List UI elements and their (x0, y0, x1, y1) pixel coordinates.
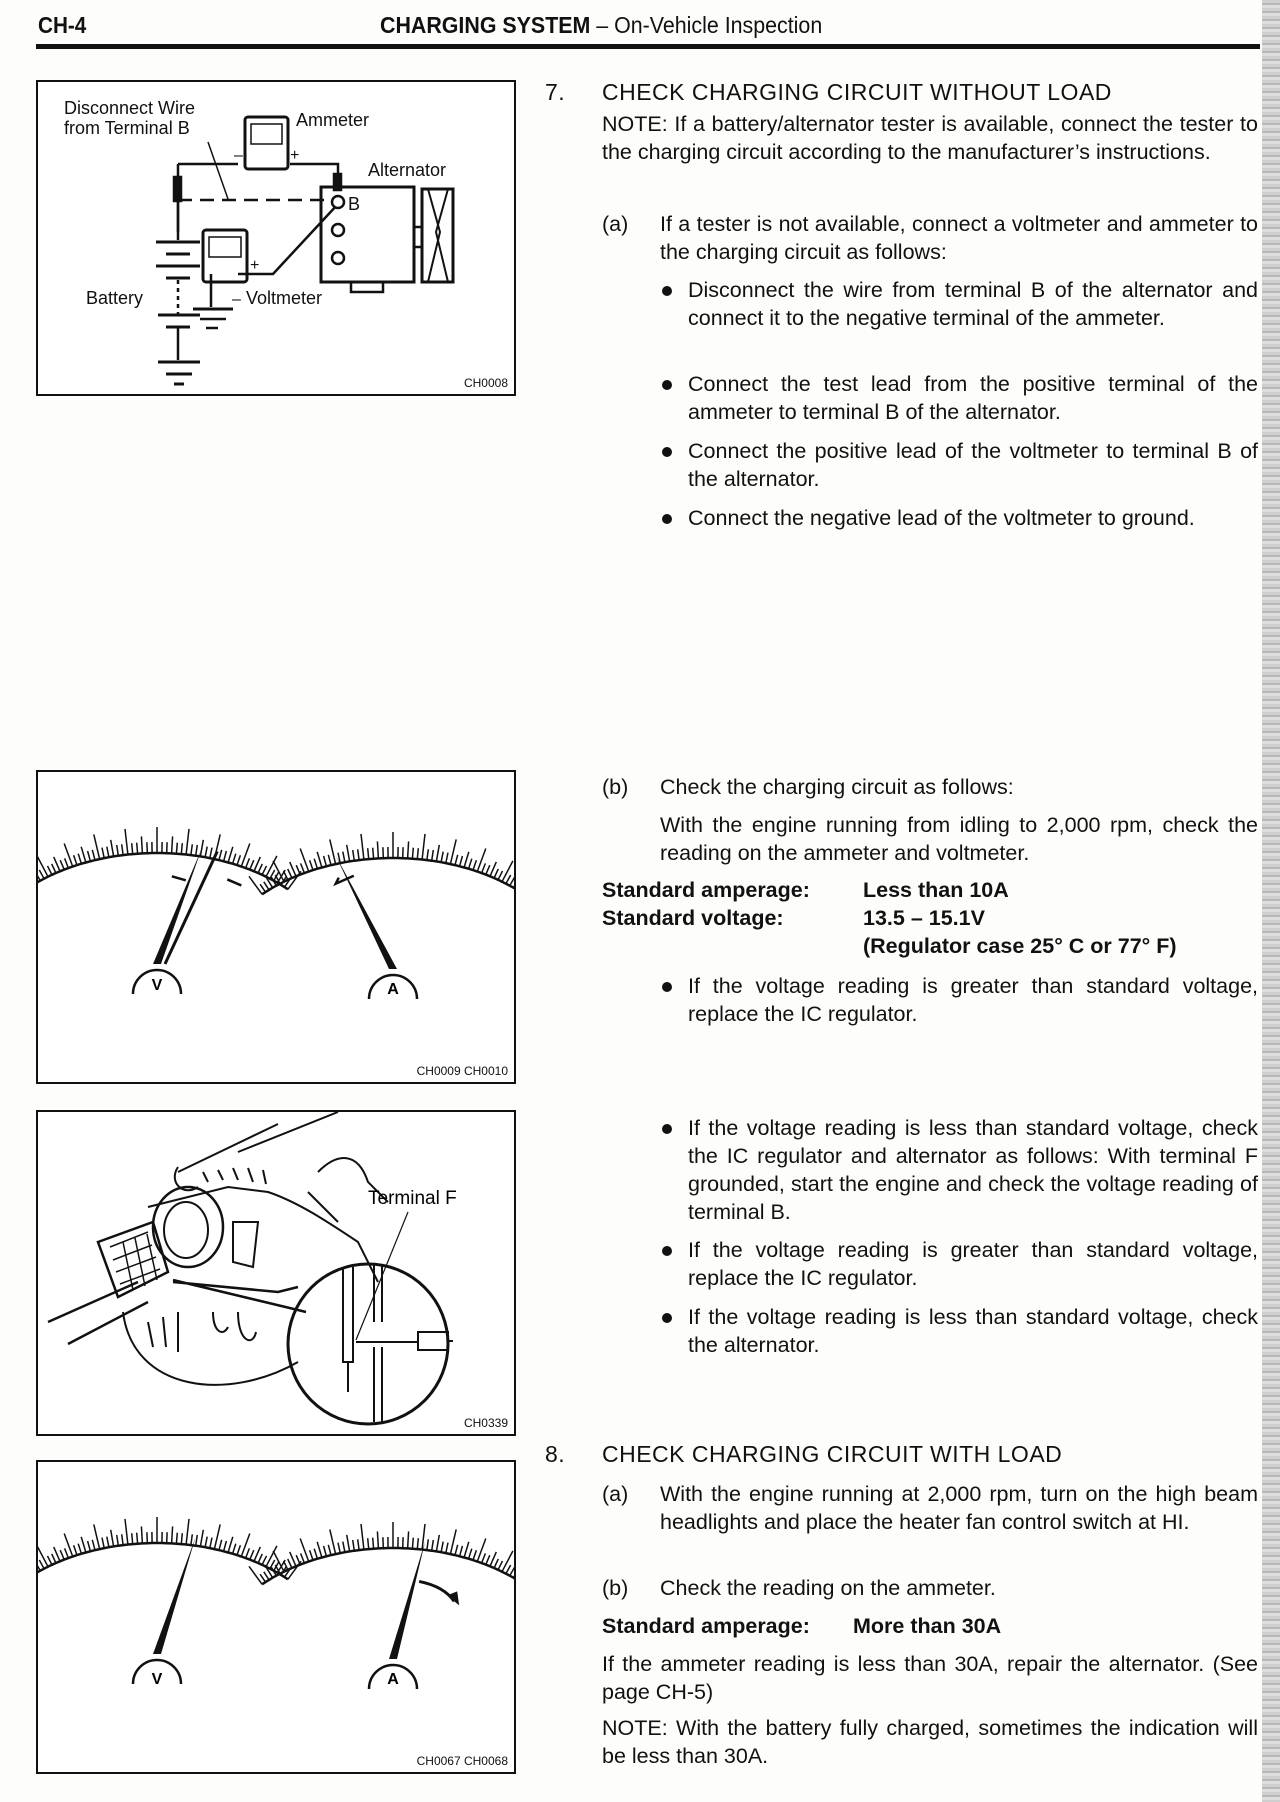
gauge-tick (246, 1548, 250, 1558)
gauge-tick (330, 839, 336, 864)
page-title-sub: – On-Vehicle Inspection (590, 12, 823, 38)
gauge-tick (111, 840, 114, 857)
gauge-tick (441, 1542, 443, 1553)
gauge-tick (52, 864, 56, 873)
step-7b-detail: With the engine running from idling to 2,000 rpm, check the reading on the ammeter and voltmeter. (660, 813, 1258, 865)
disconnect-pointer (208, 142, 228, 199)
gauge-tick (94, 834, 100, 859)
gauge-tick (324, 1546, 327, 1556)
gauge-tick (258, 1554, 262, 1563)
label-ammeter: Ammeter (296, 110, 370, 130)
page-title-bold: CHARGING SYSTEM (380, 12, 591, 38)
gauge-tick (347, 845, 350, 862)
gauge-tick (464, 852, 469, 868)
gauge-tick (296, 865, 300, 874)
gauge-tick (122, 1534, 123, 1545)
gauge-tick (460, 1546, 463, 1556)
gauge-tick (328, 855, 331, 865)
gauge-tick (210, 1538, 212, 1549)
gauge-tick (300, 849, 309, 872)
gauge-tick (60, 860, 64, 869)
bullet-icon (662, 514, 672, 524)
gauge-needle (153, 1537, 196, 1654)
gauge-tick (48, 1556, 52, 1565)
gauge-tick (191, 1534, 192, 1545)
gauge-tick (214, 1524, 220, 1549)
step-7b-bullet-4: If the voltage reading is less than standard voltage, check the alternator. (688, 1305, 1258, 1357)
step-7b-text: Check the charging circuit as follows: (660, 775, 1014, 799)
gauge-tick (314, 1549, 317, 1559)
gauge-tick (132, 1533, 133, 1544)
gauge-tick (358, 1539, 359, 1550)
label-voltmeter-plus: + (250, 257, 260, 274)
gauge-tick (361, 834, 364, 860)
gauge-tick (125, 829, 128, 855)
label-voltmeter-minus: – (232, 291, 241, 308)
gauge-tick (176, 1533, 177, 1544)
section-8-number: 8. (545, 1441, 566, 1467)
gauge-tick (502, 861, 513, 882)
gauge-tick (477, 1539, 486, 1562)
gauge-tick (502, 1551, 513, 1572)
alternator-drawing (38, 1112, 514, 1434)
gauge-needle (336, 856, 397, 969)
gauge-tick (260, 884, 265, 892)
gauge-tick (88, 851, 91, 861)
gauge-tick (38, 856, 48, 877)
gauge-tick (92, 850, 95, 860)
repair-text: If the ammeter reading is less than 30A, repair the alternator. (See page CH-5) (602, 1652, 1258, 1704)
section-8-note: NOTE: With the battery fully charged, sometimes the indication will be less than 30A. (602, 1716, 1258, 1768)
bullet-icon (662, 1246, 672, 1256)
gauge-tick (210, 848, 212, 859)
gauge-tick (464, 1542, 469, 1558)
bullet-icon (662, 1313, 672, 1323)
gauge-tick (441, 852, 443, 863)
label-battery: Battery (86, 288, 144, 308)
gauge-tick (469, 1549, 472, 1559)
voltmeter-gauge (38, 827, 301, 994)
gauge-tick (137, 843, 138, 854)
gauge-tick (38, 1562, 40, 1571)
gauge-tick (422, 834, 425, 860)
gauge-tick (233, 1544, 236, 1554)
gauge-tick (506, 875, 511, 884)
gauge-tick (250, 860, 254, 869)
step-7a-bullet-1: Disconnect the wire from terminal B of the alternator and connect it to the negative terminal of the ammeter. (688, 278, 1258, 330)
gauge-tick (258, 864, 262, 873)
gauge-tick (446, 853, 448, 864)
gauge-tick (52, 1554, 56, 1563)
gauge-tick (88, 1541, 91, 1551)
ammeter-gauge (249, 832, 514, 999)
gauge-tick (260, 1574, 265, 1582)
gauge-tick (446, 1543, 448, 1554)
wire-connector (174, 177, 181, 201)
gauge-tick (353, 850, 355, 861)
gauge-tick (196, 845, 198, 856)
gauge-tick (219, 1540, 222, 1550)
gauge-tick (107, 847, 109, 858)
label-disconnect-1: Disconnect Wire (64, 98, 196, 118)
gauge-tick (450, 1529, 456, 1554)
gauge-tick (477, 849, 486, 872)
gauge-tick (343, 1542, 345, 1553)
gauge-tick (427, 849, 428, 860)
gauge-tick (373, 848, 374, 859)
gauge-tick (38, 1546, 48, 1567)
voltmeter-label: V (151, 977, 163, 994)
gauge-tick (412, 848, 413, 859)
gauge-tick (347, 1535, 350, 1552)
figure-id: CH0067 CH0068 (416, 1754, 508, 1768)
gauge-tick (328, 1545, 331, 1555)
label-terminal-b: B (348, 194, 361, 214)
gauge-tick (506, 1565, 511, 1574)
gauge-tick (473, 860, 476, 870)
probe-icon (48, 1282, 148, 1344)
gauge-tick (81, 1537, 86, 1553)
gauge-tick (181, 843, 182, 854)
label-ammeter-plus: + (290, 147, 300, 164)
section-7-title: CHECK CHARGING CIRCUIT WITHOUT LOAD (602, 79, 1112, 105)
gauge-tick (200, 840, 203, 857)
step-7a-bullet-4: Connect the negative lead of the voltmeter to ground. (688, 506, 1195, 530)
gauge-tick (368, 1538, 369, 1549)
gauge-tick (107, 1537, 109, 1548)
gauge-tick (310, 1550, 313, 1560)
gauge-tick (64, 1534, 73, 1557)
gauge-tick (176, 843, 177, 854)
bullet-icon (662, 1124, 672, 1134)
gauge-tick (172, 836, 173, 853)
gauge-tick (125, 1519, 128, 1545)
gauge-tick (450, 839, 456, 864)
gauge-tick (486, 865, 490, 874)
probe-tip (343, 1267, 353, 1362)
header-rule (36, 44, 1260, 49)
figure-circuit-diagram (36, 80, 516, 396)
gauge-tick (338, 1543, 340, 1554)
zoom-pointer (173, 1280, 306, 1312)
gauge-tick (288, 869, 292, 878)
gauge-tick (39, 1560, 44, 1569)
label-ammeter-minus: – (234, 147, 243, 164)
gauge-tick (48, 866, 52, 875)
gauge-tick (191, 844, 192, 855)
gauge-tick (74, 855, 77, 865)
label-voltmeter: Voltmeter (246, 288, 323, 308)
figure-id: CH0009 CH0010 (416, 1064, 508, 1078)
figure-id: CH0339 (463, 1416, 508, 1430)
gauge-tick (264, 1572, 269, 1580)
gauge-tick (432, 850, 434, 861)
figure-id: CH0008 (463, 376, 508, 390)
ammeter-label: A (387, 1671, 399, 1688)
step-7a-text: If a tester is not available, connect a voltmeter and ammeter to the charging circuit as follows: (660, 212, 1258, 264)
gauge-tick (469, 859, 472, 869)
gauge-tick (205, 847, 207, 858)
figure-meters-with-load (36, 1460, 516, 1774)
gauge-tick (246, 858, 250, 868)
gauge-tick (358, 849, 359, 860)
gauge-tick (39, 870, 44, 879)
gauge-tick (296, 1555, 300, 1564)
zoom-circle (288, 1264, 448, 1424)
gauge-needle (389, 1541, 425, 1659)
gauge-tick (460, 856, 463, 866)
gauge-tick (102, 848, 104, 859)
gauge-tick (498, 1561, 502, 1570)
gauge-tick (219, 850, 222, 860)
gauge-tick (417, 1538, 418, 1549)
meters-with-load (38, 1462, 514, 1772)
gauge-tick (494, 869, 498, 878)
gauge-tick (510, 877, 514, 886)
gauge-tick (482, 1553, 486, 1563)
step-7a-label: (a) (602, 212, 629, 236)
gauge-tick (122, 844, 123, 855)
gauge-tick (427, 1539, 428, 1550)
gauge-tick (241, 844, 250, 867)
gauge-tick (186, 1519, 189, 1545)
gauge-tick (262, 866, 266, 875)
gauge-tick (117, 1535, 119, 1546)
gauge-tick (78, 854, 81, 864)
label-disconnect-2: from Terminal B (64, 118, 190, 138)
gauge-tick (200, 1530, 203, 1547)
figure-meters-no-load (36, 770, 516, 1084)
gauge-tick (408, 1531, 409, 1548)
gauge-tick (436, 1535, 439, 1552)
step-7b-label: (b) (602, 775, 629, 799)
gauge-tick (373, 1538, 374, 1549)
wire-top-right (290, 164, 338, 182)
gauge-needle-range (165, 851, 217, 964)
gauge-tick (65, 1548, 69, 1558)
gauge-tick (141, 1526, 142, 1543)
step-7a-bullet-3: Connect the positive lead of the voltmeter to terminal B of the alternator. (688, 439, 1258, 491)
step-7b-bullet-1: If the voltage reading is greater than standard voltage, replace the IC regulator. (688, 974, 1258, 1026)
gauge-tick (237, 855, 240, 865)
section-8-title: CHECK CHARGING CIRCUIT WITH LOAD (602, 1441, 1063, 1467)
ammeter-label: A (387, 981, 399, 998)
gauge-arc (262, 858, 514, 894)
voltmeter-label: V (151, 1671, 163, 1688)
gauge-tick (510, 1567, 514, 1576)
bullet-icon (662, 447, 672, 457)
gauge-tick (417, 848, 418, 859)
gauge-tick (196, 1535, 198, 1546)
gauge-tick (486, 1555, 490, 1564)
gauge-tick (233, 854, 236, 864)
gauge-tick (377, 1531, 378, 1548)
bullet-icon (662, 286, 672, 296)
gauge-tick (228, 847, 233, 863)
figure-terminal-f (36, 1110, 516, 1436)
gauge-tick (228, 1537, 233, 1553)
spec-volt-value: 13.5 – 15.1V (863, 906, 985, 930)
gauge-tick (412, 1538, 413, 1549)
section-7-note: NOTE: If a battery/alternator tester is available, connect the tester to the charging circuit according to the manufacturer’s instructions. (602, 112, 1258, 164)
gauge-tick (81, 847, 86, 863)
gauge-tick (377, 841, 378, 858)
gauge-tick (422, 1524, 425, 1550)
gauge-tick (141, 836, 142, 853)
label-alternator: Alternator (368, 160, 447, 180)
meters-no-load (38, 772, 514, 1082)
gauge-tick (314, 859, 317, 869)
spec-amp-value: Less than 10A (863, 878, 1009, 902)
circuit-diagram (38, 82, 514, 394)
gauge-tick (224, 1541, 227, 1551)
gauge-tick (473, 1550, 476, 1560)
gauge-tick (94, 1524, 100, 1549)
spec-amp-label: Standard amperage: (602, 878, 810, 902)
section-7-number: 7. (545, 79, 566, 105)
spec-amp-load-value: More than 30A (853, 1614, 1002, 1638)
gauge-arc (262, 1548, 514, 1584)
gauge-tick (310, 860, 313, 870)
step-7b-bullet-3: If the voltage reading is greater than standard voltage, replace the IC regulator. (688, 1238, 1258, 1290)
gauge-tick (494, 1559, 498, 1568)
gauge-tick (498, 871, 502, 880)
gauge-tick (343, 852, 345, 863)
gauge-tick (102, 1538, 104, 1549)
gauge-tick (224, 851, 227, 861)
gauge-tick (361, 1524, 364, 1550)
decrease-arrow-icon (336, 876, 354, 884)
step-8b-text: Check the reading on the ammeter. (660, 1576, 996, 1600)
gauge-tick (132, 843, 133, 854)
gauge-tick (74, 1545, 77, 1555)
step-8a-label: (a) (602, 1482, 629, 1506)
ammeter-gauge (249, 1522, 514, 1689)
gauge-tick (205, 1537, 207, 1548)
gauge-tick (455, 855, 458, 865)
increase-arrow-icon (419, 1581, 454, 1601)
gauge-tick (241, 1534, 250, 1557)
gauge-tick (172, 1526, 173, 1543)
gauge-tick (137, 1533, 138, 1544)
gauge-tick (436, 845, 439, 862)
gauge-tick (408, 841, 409, 858)
gauge-tick (262, 1556, 266, 1565)
gauge-tick (92, 1540, 95, 1550)
gauge-tick (338, 853, 340, 864)
terminal-f-label: Terminal F (368, 1188, 457, 1209)
gauge-tick (482, 863, 486, 873)
gauge-tick (368, 848, 369, 859)
gauge-tick (432, 1540, 434, 1551)
gauge-tick (264, 882, 269, 890)
scan-edge (1262, 0, 1280, 1802)
gauge-tick (186, 829, 189, 855)
step-7b-bullet-2: If the voltage reading is less than standard voltage, check the IC regulator and alternator as follows: With terminal F grounded, start the engine and check the voltage reading of terminal B. (688, 1116, 1258, 1224)
step-8a-text: With the engine running at 2,000 rpm, turn on the high beam headlights and place the heater fan control switch at HI. (660, 1482, 1258, 1534)
gauge-tick (78, 1544, 81, 1554)
gauge-tick (250, 1550, 254, 1559)
page-number: CH-4 (38, 12, 87, 38)
gauge-tick (317, 852, 322, 868)
gauge-tick (111, 1530, 114, 1547)
gauge-tick (117, 845, 119, 856)
gauge-tick (65, 858, 69, 868)
gauge-tick (288, 1559, 292, 1568)
bullet-icon (662, 982, 672, 992)
voltmeter-gauge (38, 1517, 301, 1684)
gauge-tick (324, 856, 327, 866)
gauge-tick (237, 1545, 240, 1555)
step-7a-bullet-2: Connect the test lead from the positive terminal of the ammeter to terminal B of the alternator. (688, 372, 1258, 424)
gauge-tick (64, 844, 73, 867)
spec-volt-label: Standard voltage: (602, 906, 784, 930)
step-8b-label: (b) (602, 1576, 629, 1600)
gauge-tick (330, 1529, 336, 1554)
bullet-icon (662, 380, 672, 390)
gauge-tick (38, 872, 40, 881)
terminal-b (332, 196, 344, 208)
spec-volt-note: (Regulator case 25° C or 77° F) (863, 934, 1177, 958)
page-title (380, 12, 822, 39)
connector-icon (98, 1222, 168, 1297)
spec-amp-load-label: Standard amperage: (602, 1614, 810, 1638)
gauge-tick (317, 1542, 322, 1558)
gauge-tick (181, 1533, 182, 1544)
gauge-needle (153, 848, 202, 964)
gauge-tick (300, 1539, 309, 1562)
gauge-tick (60, 1550, 64, 1559)
gauge-tick (353, 1540, 355, 1551)
gauge-tick (455, 1545, 458, 1555)
